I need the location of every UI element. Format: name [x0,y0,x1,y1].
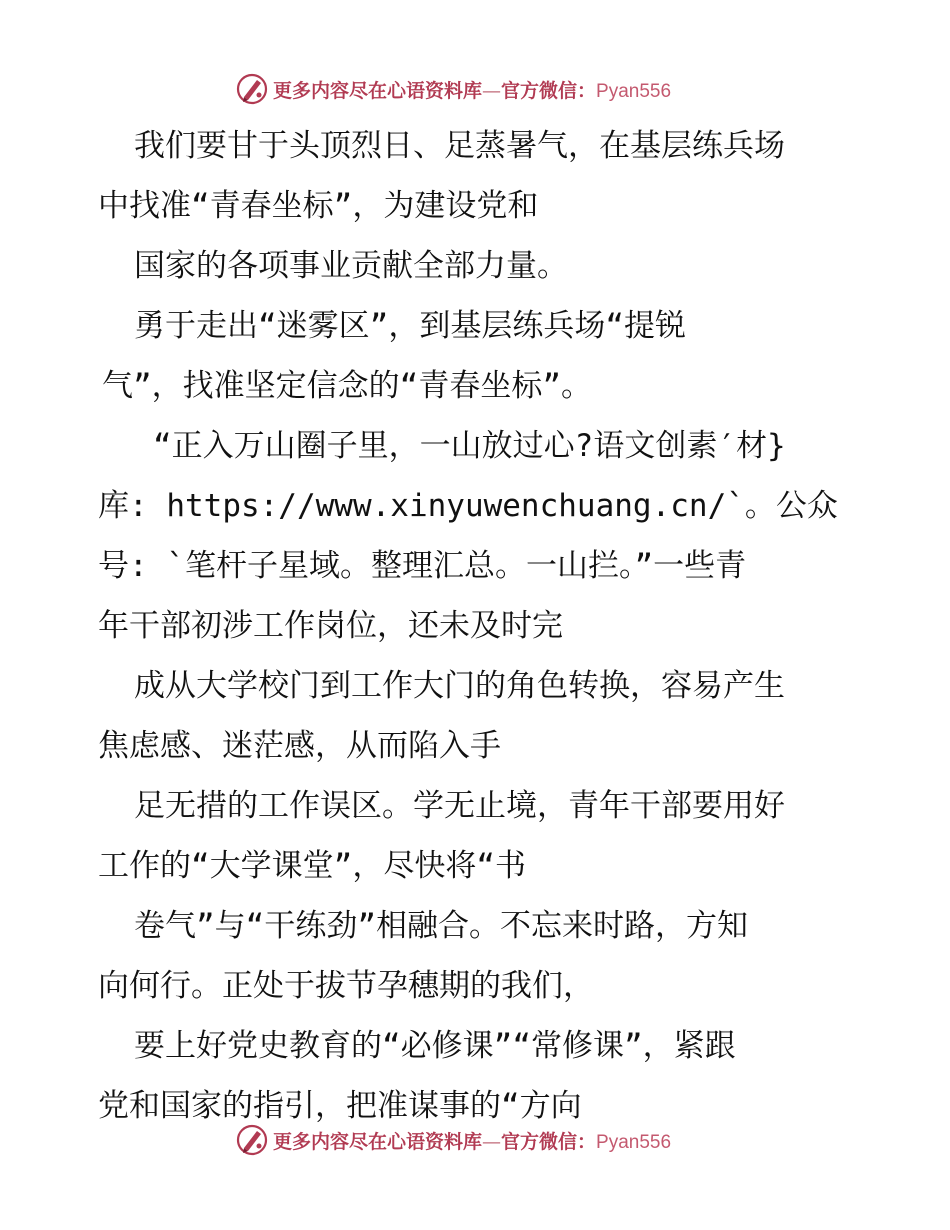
watermark-official: 官方微信： [501,79,597,102]
watermark-text [273,1127,671,1154]
header-watermark-banner [235,70,755,108]
watermark-wechat-id: Pyan556 [596,80,672,102]
text-line: 成从大学校门到工作大门的角色转换，容易产生 [134,668,785,704]
text-line: 卷气”与“干练劲”相融合。不忘来时路，方知 [134,908,748,944]
text-line: 焦虑感、迷茫感，从而陷入手 [98,728,501,764]
text-line: 勇于走出“迷雾区”，到基层练兵场“提锐 [134,308,686,344]
watermark-wechat-id: Pyan556 [596,1131,672,1153]
watermark-main: 更多内容尽在心语资料库 [273,79,483,102]
text-line: 气”，找准坚定信念的“青春坐标”。 [102,368,592,404]
text-line: 工作的“大学课堂”，尽快将“书 [98,848,526,884]
text-line: 国家的各项事业贡献全部力量。 [134,248,568,284]
footer-watermark-banner [235,1121,755,1159]
watermark-separator: — [482,79,502,102]
pen-logo-icon [235,72,269,106]
watermark-official: 官方微信： [501,1130,597,1153]
text-line: 足无措的工作误区。学无止境，青年干部要用好 [134,788,785,824]
text-line: 中找准“青春坐标”，为建设党和 [98,188,539,224]
watermark-text [273,76,671,103]
watermark-main: 更多内容尽在心语资料库 [273,1130,483,1153]
document-body [98,116,858,1136]
text-line: 年干部初涉工作岗位，还未及时完 [98,608,563,644]
text-line: 党和国家的指引，把准谋事的“方向 [98,1088,582,1124]
text-line: 我们要甘于头顶烈日、足蒸暑气，在基层练兵场 [134,128,785,164]
text-line: 要上好党史教育的“必修课”“常修课”，紧跟 [134,1028,736,1064]
text-line: “正入万山圈子里，一山放过心?语文创素′材} [153,428,786,464]
pen-logo-icon [235,1123,269,1157]
text-line: 向何行。正处于拔节孕穗期的我们， [98,968,594,1004]
text-line: 号: `笔杆子星域。整理汇总。一山拦。”一些青 [98,548,747,584]
watermark-separator: — [482,1130,502,1153]
text-line: 库: https://www.xinyuwenchuang.cn/`。公众 [98,488,838,524]
